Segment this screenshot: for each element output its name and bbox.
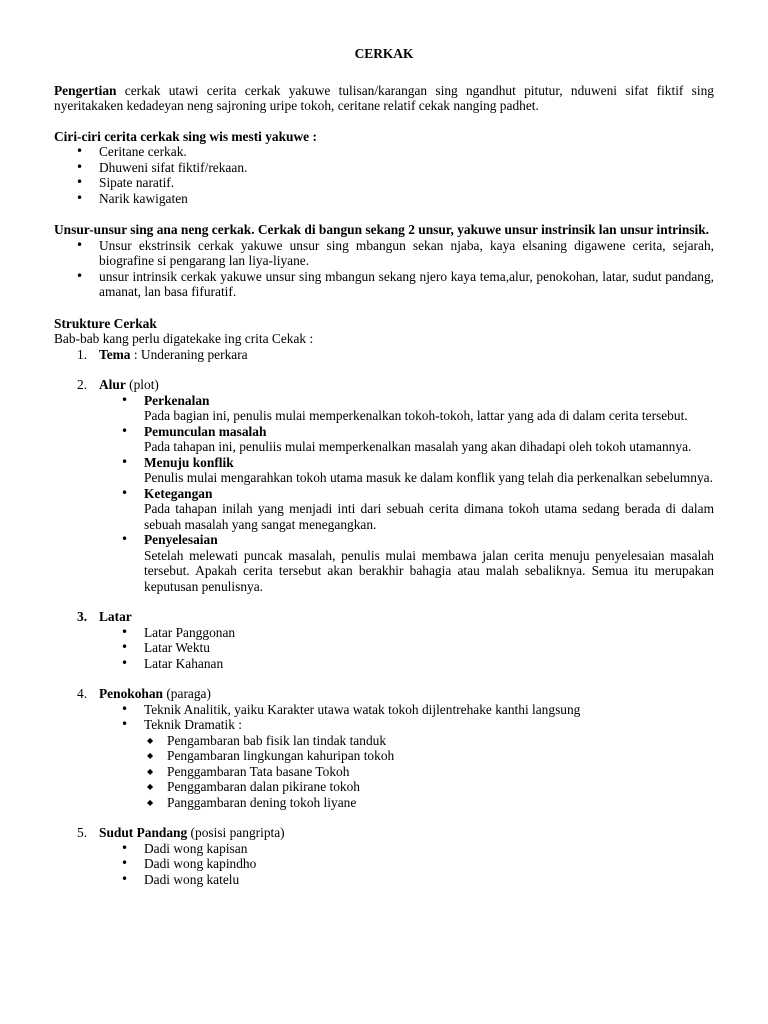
struktur-item-penokohan: [77, 686, 714, 810]
dramatik-list: [99, 733, 714, 811]
list-item: ◆ Penggambaran Tata basane Tokoh: [167, 764, 714, 780]
item-text: : Underaning perkara: [130, 346, 248, 362]
alur-desc: Pada tahapan ini, penuliis mulai memperkenalkan masalah yang akan dihadapi oleh tokoh utamannya.: [144, 439, 692, 454]
list-item: • Dhuweni sifat fiktif/rekaan.: [99, 160, 714, 176]
item-text: (paraga): [163, 686, 211, 701]
list-item: • Latar Kahanan: [144, 656, 714, 672]
struktur-item-sudut-pandang: [77, 825, 714, 887]
list-item: • Unsur ekstrinsik cerkak yakuwe unsur sing mbangun sekan njaba, kaya elsaning digawene cerita, sejarah, biografine si pengarang lan liya-liyane.: [99, 238, 714, 269]
struktur-item-latar: [77, 609, 714, 671]
sudut-list: [99, 841, 714, 888]
pengertian-text: cerkak utawi cerita cerkak yakuwe tulisan/karangan sing ngandhut pitutur, nduweni sifat fiktif sing nyeritakaken kedadeyan neng sajroning uripe tokoh, ceritane relatif cekak nanging padhet.: [54, 82, 714, 113]
list-item: • unsur intrinsik cerkak yakuwe unsur sing mbangun sekang njero kaya tema,alur, penokohan, latar, sudut pandang, amanat, lan basa fifuratif.: [99, 269, 714, 300]
struktur-list: [54, 347, 714, 888]
alur-label: • Ketegangan: [144, 485, 213, 501]
list-item: • Dadi wong katelu: [144, 872, 714, 888]
list-item: • Sipate naratif.: [99, 175, 714, 191]
list-item: [144, 486, 714, 533]
item-text: (posisi pangripta): [187, 825, 285, 840]
item-label: Alur: [99, 377, 126, 392]
alur-desc: Penulis mulai mengarahkan tokoh utama masuk ke dalam konflik yang telah dia perkenalkan sebelumnya.: [144, 470, 713, 485]
alur-label: • Menuju konflik: [144, 454, 234, 470]
list-item: [144, 393, 714, 424]
struktur-item-tema: [77, 346, 714, 363]
item-label: Sudut Pandang: [99, 825, 188, 840]
pengertian-label: Pengertian: [54, 82, 117, 98]
list-item: • Teknik Analitik, yaiku Karakter utawa watak tokoh dijlentrehake kanthi langsung: [144, 702, 714, 718]
list-item: [144, 455, 714, 486]
unsur-list: [54, 238, 714, 300]
list-item: [144, 424, 714, 455]
item-number: 3.: [77, 609, 88, 624]
alur-label: • Perkenalan: [144, 392, 210, 408]
list-item: ◆ Pengambaran lingkungan kahuripan tokoh: [167, 748, 714, 764]
dramatik-label: Teknik Dramatik :: [144, 717, 242, 732]
item-number: 5.: [77, 825, 88, 840]
list-item: • Dadi wong kapisan: [144, 841, 714, 857]
struktur-heading: Strukture Cerkak: [54, 315, 157, 331]
ciri-heading: Ciri-ciri cerita cerkak sing wis mesti yakuwe :: [54, 128, 317, 144]
unsur-heading: Unsur-unsur sing ana neng cerkak. Cerkak di bangun sekang 2 unsur, yakuwe unsur instrinsik lan unsur intrinsik.: [54, 222, 710, 237]
item-number: 1.: [77, 346, 88, 362]
list-item: • Narik kawigaten: [99, 191, 714, 207]
list-item: [144, 532, 714, 594]
item-label: Latar: [99, 609, 132, 624]
pengertian-paragraph: [54, 83, 714, 114]
alur-label: • Penyelesaian: [144, 532, 218, 547]
list-item: • Dadi wong kapindho: [144, 856, 714, 872]
item-label: Penokohan: [99, 686, 163, 701]
alur-label: • Pemunculan masalah: [144, 423, 267, 439]
item-number: 2.: [77, 377, 88, 392]
list-item: ◆ Pengambaran bab fisik lan tindak tanduk: [167, 733, 714, 749]
alur-desc: Pada bagian ini, penulis mulai memperkenalkan tokoh-tokoh, lattar yang ada di dalam cerita tersebut.: [144, 408, 688, 423]
document-title: CERKAK: [354, 46, 414, 61]
list-item: • Ceritane cerkak.: [99, 144, 714, 160]
latar-list: [99, 625, 714, 672]
item-label: Tema: [99, 346, 131, 362]
struktur-item-alur: [77, 377, 714, 594]
list-item: ◆ Panggambaran dening tokoh liyane: [167, 795, 714, 811]
alur-desc: Setelah melewati puncak masalah, penulis mulai membawa jalan cerita menuju penyelesaian masalah tersebut. Apakah cerita tersebut akan berakhir bahagia atau malah sebaliknya. Semua itu merupakan keputusan penulisnya.: [144, 547, 714, 594]
ciri-list: [54, 144, 714, 206]
list-item: ◆ Penggambaran dalan pikirane tokoh: [167, 779, 714, 795]
list-item: [144, 717, 714, 810]
document-page: [54, 40, 714, 887]
item-text: (plot): [125, 377, 159, 392]
list-item: • Latar Wektu: [144, 640, 714, 656]
struktur-intro: Bab-bab kang perlu digatekake ing crita Cekak :: [54, 331, 314, 346]
alur-desc: Pada tahapan inilah yang menjadi inti dari sebuah cerita dimana tokoh utama sedang berada di dalam sebuah masalah yang sangat menegangkan.: [144, 501, 714, 532]
penokohan-list: [99, 702, 714, 811]
alur-list: [99, 393, 714, 595]
list-item: • Latar Panggonan: [144, 625, 714, 641]
item-number: 4.: [77, 686, 88, 701]
